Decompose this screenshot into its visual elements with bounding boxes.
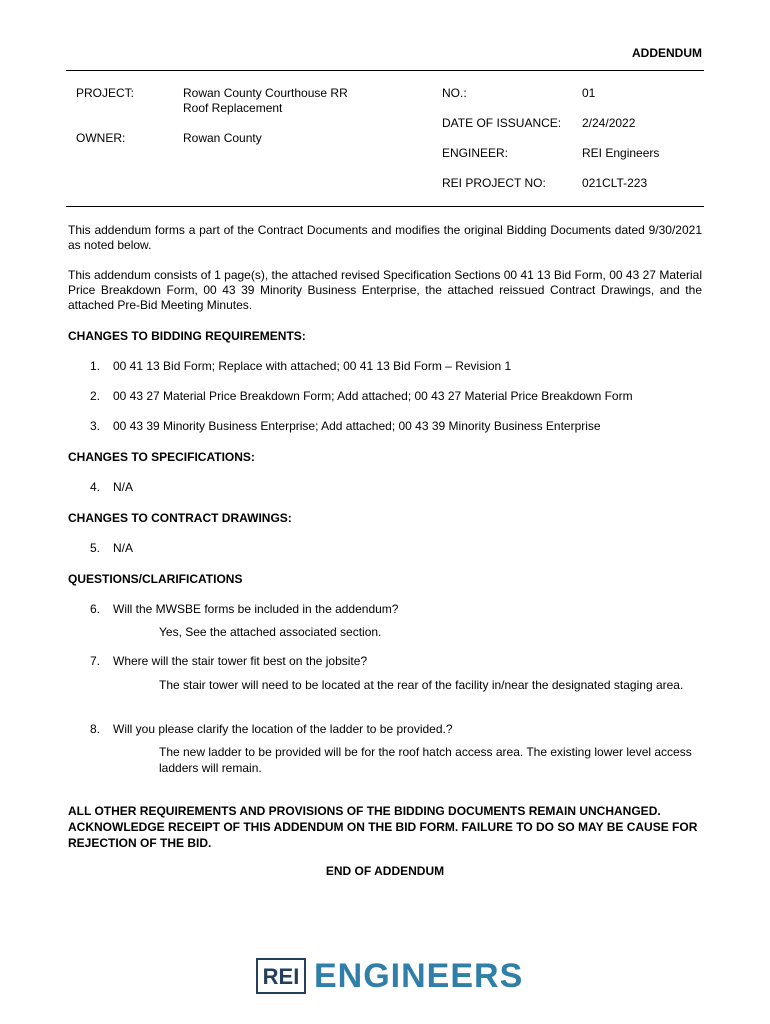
logo-mark-text: REI xyxy=(262,964,300,989)
question-item xyxy=(90,602,702,617)
intro-paragraph-2: This addendum consists of 1 page(s), the attached revised Specification Sections 00 41 13 Bid Form, 00 43 27 Material Price Breakdown Form, 00 43 39 Minority Business Enterprise, the attached reissued Contract Drawings, and the attached Pre-Bid Meeting Minutes. xyxy=(68,268,702,312)
date-label: DATE OF ISSUANCE: xyxy=(442,116,562,130)
item-text: N/A xyxy=(113,541,134,555)
item-number: 7. xyxy=(90,654,101,668)
specifications-heading: CHANGES TO SPECIFICATIONS: xyxy=(68,450,255,464)
list-item xyxy=(90,541,702,556)
contract-drawings-heading: CHANGES TO CONTRACT DRAWINGS: xyxy=(68,511,292,525)
item-number: 8. xyxy=(90,722,101,736)
document-title: ADDENDUM xyxy=(632,46,702,60)
list-item xyxy=(90,389,702,404)
item-number: 2. xyxy=(90,389,101,403)
header-bottom-rule xyxy=(66,206,704,207)
engineer-value: REI Engineers xyxy=(582,146,660,160)
answer-text: The new ladder to be provided will be for the roof hatch access area. The existing lower level access ladders will remain. xyxy=(159,745,692,775)
question-item xyxy=(90,654,702,669)
item-text: 00 43 27 Material Price Breakdown Form; Add attached; 00 43 27 Material Price Breakdown Form xyxy=(113,389,633,403)
bidding-requirements-heading: CHANGES TO BIDDING REQUIREMENTS: xyxy=(68,329,306,343)
no-value: 01 xyxy=(582,86,596,100)
owner-value: Rowan County xyxy=(183,131,262,145)
questions-heading: QUESTIONS/CLARIFICATIONS xyxy=(68,572,243,586)
owner-label: OWNER: xyxy=(76,131,126,145)
item-number: 5. xyxy=(90,541,101,555)
logo-wordmark: ENGINEERS xyxy=(314,956,524,995)
item-number: 1. xyxy=(90,359,101,373)
answer-text: Yes, See the attached associated section. xyxy=(159,625,382,639)
answer-text: The stair tower will need to be located at the rear of the facility in/near the designated staging area. xyxy=(159,678,684,692)
end-of-addendum: END OF ADDENDUM xyxy=(325,864,445,878)
list-item xyxy=(90,480,702,495)
engineer-label: ENGINEER: xyxy=(442,146,509,160)
closing-notice: ALL OTHER REQUIREMENTS AND PROVISIONS OF THE BIDDING DOCUMENTS REMAIN UNCHANGED. ACKNOWLEDGE RECEIPT OF THIS ADDENDUM ON THE BID FORM. FAILURE TO DO SO MAY BE CAUSE FOR REJECTION OF THE BID. xyxy=(68,804,698,850)
project-label: PROJECT: xyxy=(76,86,135,100)
question-text: Will you please clarify the location of the ladder to be provided.? xyxy=(113,722,453,736)
question-text: Where will the stair tower fit best on the jobsite? xyxy=(113,654,368,668)
item-number: 4. xyxy=(90,480,101,494)
question-text: Will the MWSBE forms be included in the addendum? xyxy=(113,602,399,616)
rei-project-value: 021CLT-223 xyxy=(582,176,648,190)
rei-project-label: REI PROJECT NO: xyxy=(442,176,546,190)
date-value: 2/24/2022 xyxy=(582,116,636,130)
no-label: NO.: xyxy=(442,86,467,100)
item-text: 00 43 39 Minority Business Enterprise; Add attached; 00 43 39 Minority Business Enterprise xyxy=(113,419,601,433)
question-item xyxy=(90,722,702,737)
rei-monogram-icon xyxy=(261,963,301,989)
item-text: N/A xyxy=(113,480,134,494)
project-value-line2: Roof Replacement xyxy=(183,101,283,115)
item-number: 6. xyxy=(90,602,101,616)
rei-logo-mark xyxy=(256,958,306,994)
list-item xyxy=(90,419,702,434)
list-item xyxy=(90,359,702,374)
project-value-line1: Rowan County Courthouse RR xyxy=(183,86,348,100)
header-top-rule xyxy=(66,70,704,71)
intro-paragraph-1: This addendum forms a part of the Contract Documents and modifies the original Bidding Documents dated 9/30/2021 as noted below. xyxy=(68,223,702,252)
rei-engineers-logo xyxy=(256,956,523,996)
item-number: 3. xyxy=(90,419,101,433)
item-text: 00 41 13 Bid Form; Replace with attached; 00 41 13 Bid Form – Revision 1 xyxy=(113,359,512,373)
